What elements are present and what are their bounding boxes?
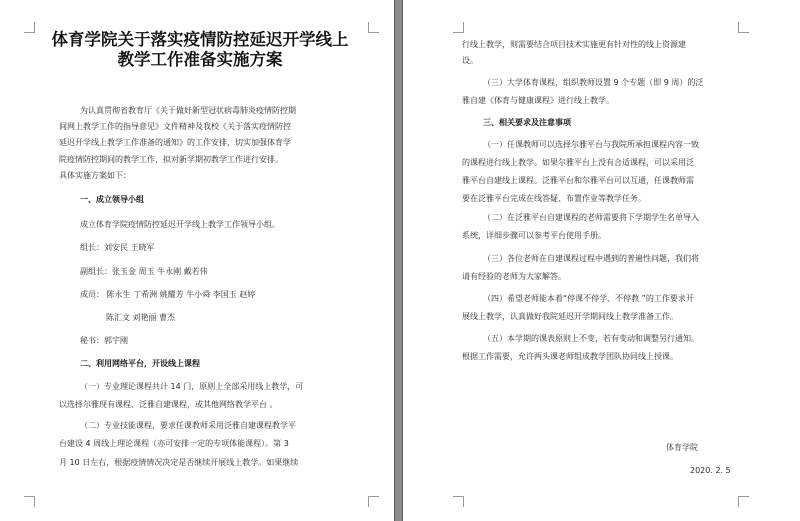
page-margin-corner-top-left bbox=[24, 22, 35, 33]
signature-unit: 体育学院 bbox=[666, 443, 698, 452]
members-line-2: 陈汇文 刘艳丽 曹杰 bbox=[106, 313, 176, 322]
paragraph-line: 展线上教学，认真做好我院延迟开学期间线上教学准备工作。 bbox=[462, 312, 678, 321]
section-3-heading: 三、相关要求及注意事项 bbox=[483, 118, 571, 127]
document-title-line-2: 教学工作准备实施方案 bbox=[117, 50, 283, 69]
section-1-heading: 一、成立领导小组 bbox=[80, 195, 144, 204]
section-2-heading: 二、利用网络平台，开设线上课程 bbox=[80, 359, 200, 368]
paragraph-line: 要在泛雅平台完成在线答疑、布置作业等教学任务。 bbox=[462, 194, 646, 203]
intro-line: 间网上教学工作的指导意见》文件精神及我校《关于落实疫情防控 bbox=[59, 122, 291, 131]
page-separator bbox=[394, 0, 403, 521]
intro-line: 具体实施方案如下： bbox=[59, 171, 131, 180]
paragraph-line: （二）专业技能课程，要求任课教师采用泛雅自建课程教学平 bbox=[80, 421, 296, 430]
paragraph-line: （二）在泛雅平台自建课程的老师需要将下学期学生名单导入 bbox=[483, 213, 699, 222]
paragraph-line: 设。 bbox=[462, 56, 478, 65]
deputy-leader-line: 副组长：张玉金 周玉 牛永刚 戴若伟 bbox=[80, 267, 208, 276]
section-1-text: 成立体育学院疫情防控延迟开学线上教学工作领导小组。 bbox=[80, 220, 280, 229]
paragraph-line: （四）希望老师能本着“停课不停学、不停教 ”的工作要求开 bbox=[483, 294, 694, 303]
document-page-left bbox=[0, 0, 394, 521]
leader-line: 组长：刘安民 王晓军 bbox=[80, 243, 155, 252]
members-line-1: 成员： 陈永生 丁希洲 姚耀芳 牛小舜 李国玉 赵婷 bbox=[80, 290, 256, 299]
paragraph-line: （五）本学期的课表原则上不变，若有变动和调整另行通知。 bbox=[483, 334, 699, 343]
paragraph-line: 雅平台自建线上课程。泛雅平台和尔雅平台可以互通，任课教师需 bbox=[462, 176, 694, 185]
paragraph-line: （一）专业理论课程共计 14 门，原则上全部采用线上教学，可 bbox=[80, 382, 304, 391]
paragraph-line: 月 10 日左右，根据疫情情况决定是否继续开展线上教学。如果继续 bbox=[59, 458, 299, 467]
paragraph-line: 台建设 4 周线上理论课程（亦可安排一定的专项体能课程）。第 3 bbox=[59, 439, 289, 448]
paragraph-line: （三）各位老师在自建课程过程中遇到的普遍性问题，我们将 bbox=[483, 254, 699, 263]
document-title bbox=[40, 30, 360, 70]
paragraph-line: 系统，详细步骤可以参考平台使用手册。 bbox=[462, 231, 606, 240]
document-title-line-1: 体育学院关于落实疫情防控延迟开学线上 bbox=[51, 30, 349, 49]
paragraph-line: 请有经验的老师为大家解答。 bbox=[462, 272, 566, 281]
paragraph-line: （一）任课教师可以选择尔雅平台与我院所承担课程内容一致 bbox=[483, 140, 699, 149]
document-page-right bbox=[403, 0, 800, 521]
paragraph-line: 的课程进行线上教学。如果尔雅平台上没有合适课程，可以采用泛 bbox=[462, 158, 694, 167]
paragraph-line: 根据工作需要，允许两头课老师组成教学团队协同线上授课。 bbox=[462, 352, 678, 361]
intro-line: 延迟开学线上教学工作准备的通知》的工作安排，切实加强体育学 bbox=[59, 138, 291, 147]
page-margin-corner-bottom-left bbox=[24, 496, 35, 507]
page-margin-corner-bottom-left bbox=[453, 496, 464, 507]
page-margin-corner-top-right bbox=[368, 22, 379, 33]
paragraph-line: （三）大学体育课程，组织教师设置 9 个专题（即 9 周）的泛 bbox=[483, 78, 704, 87]
paragraph-line: 行线上教学，则需要结合项目技术实施更有针对性的线上资源建 bbox=[462, 40, 686, 49]
page-margin-corner-bottom-right bbox=[738, 496, 749, 507]
page-margin-corner-bottom-right bbox=[368, 496, 379, 507]
page-margin-corner-top-right bbox=[738, 22, 749, 33]
signature-date: 2020. 2. 5 bbox=[690, 466, 731, 475]
page-margin-corner-top-left bbox=[453, 22, 464, 33]
intro-line: 为认真贯彻省教育厅《关于做好新型冠状病毒肺炎疫情防控期 bbox=[80, 106, 296, 115]
secretary-line: 秘书：郭宇刚 bbox=[80, 336, 128, 345]
paragraph-line: 雅自建《体育与健康课程》进行线上教学。 bbox=[462, 96, 614, 105]
intro-line: 院疫情防控期间的教学工作，拟对新学期初教学工作进行安排。 bbox=[59, 155, 283, 164]
paragraph-line: 以选择尔雅现有课程、泛雅自建课程，或其他网络教学平台 。 bbox=[59, 400, 278, 409]
